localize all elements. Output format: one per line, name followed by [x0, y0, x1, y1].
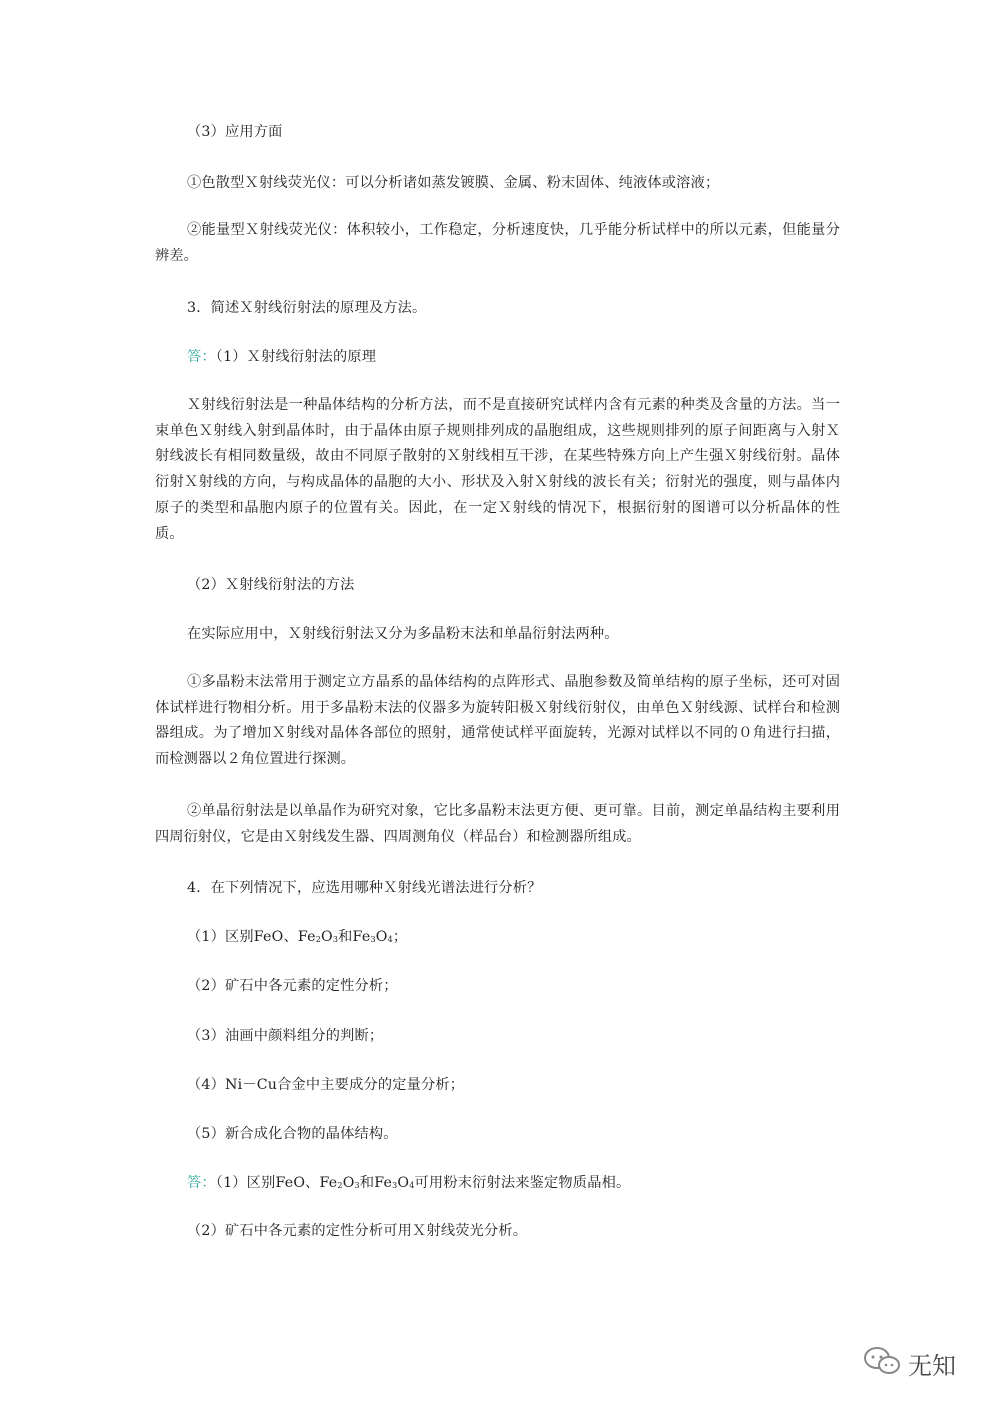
watermark — [862, 1345, 956, 1381]
method-paragraph-2: ②单晶衍射法是以单晶作为研究对象，它比多晶粉末法更方便、更可靠。目前，测定单晶结构主要利用四周衍射仪，它是由Ｘ射线发生器、四周测角仪（样品台）和检测器所组成。 — [155, 803, 840, 845]
watermark-label: 无知 — [908, 1351, 956, 1380]
application-item-1: ①色散型Ｘ射线荧光仪：可以分析诸如蒸发镀膜、金属、粉末固体、纯液体或溶液； — [187, 175, 720, 191]
q4-item-5: （5）新合成化合物的晶体结构。 — [187, 1126, 398, 1142]
question-4: 4．在下列情况下，应选用哪种Ｘ射线光谱法进行分析？ — [187, 880, 542, 896]
method-intro: 在实际应用中，Ｘ射线衍射法又分为多晶粉末法和单晶衍射法两种。 — [187, 626, 619, 642]
answer-label: 答： — [187, 349, 216, 365]
application-item-2: ②能量型Ｘ射线荧光仪：体积较小，工作稳定，分析速度快，几乎能分析试样中的所以元素，但能量分辨差。 — [155, 222, 840, 264]
question-3: 3．简述Ｘ射线衍射法的原理及方法。 — [187, 300, 427, 316]
q4-item-3: （3）油画中颜料组分的判断； — [187, 1028, 384, 1044]
q4-item-4: （4）Ni－Cu合金中主要成分的定量分析； — [187, 1077, 465, 1093]
method-heading: （2）Ｘ射线衍射法的方法 — [187, 577, 355, 593]
principle-heading: （1）Ｘ射线衍射法的原理 — [215, 349, 377, 365]
q3-answer-line — [187, 345, 376, 370]
method-paragraph-1: ①多晶粉末法常用于测定立方晶系的晶体结构的点阵形式、晶胞参数及简单结构的原子坐标，还可对固体试样进行物相分析。用于多晶粉末法的仪器多为旋转阳极Ｘ射线衍射仪，由单色Ｘ射线源、试样台和检测器组成。为了增加Ｘ射线对晶体各部位的照射，通常使试样平面旋转，光源对试样以不同的０角进行扫描，而检测器以２角位置进行探测。 — [155, 674, 840, 768]
principle-paragraph: Ｘ射线衍射法是一种晶体结构的分析方法，而不是直接研究试样内含有元素的种类及含量的方法。当一束单色Ｘ射线入射到晶体时，由于晶体由原子规则排列成的晶胞组成，这些规则排列的原子间距离与入射Ｘ射线波长有相同数量级，故由不同原子散射的Ｘ射线相互干涉，在某些特殊方向上产生强Ｘ射线衍射。晶体衍射Ｘ射线的方向，与构成晶体的晶胞的大小、形状及入射Ｘ射线的波长有关；衍射光的强度，则与晶体内原子的类型和晶胞内原子的位置有关。因此，在一定Ｘ射线的情况下，根据衍射的图谱可以分析晶体的性质。 — [155, 397, 841, 542]
q4-answer-2: （2）矿石中各元素的定性分析可用Ｘ射线荧光分析。 — [187, 1223, 528, 1239]
q4-item-2: （2）矿石中各元素的定性分析； — [187, 978, 398, 994]
q4-item-1: （1）区别FeO、$Fe_2O_3$和$Fe_3O_4$； — [187, 929, 408, 945]
section-heading: （3）应用方面 — [187, 124, 283, 140]
answer-label: 答： — [187, 1175, 216, 1191]
q4-answer-1: 答：（1）区别FeO、$Fe_2O_3$和$Fe_3O_4$可用粉末衍射法来鉴定物质晶相。 — [187, 1175, 631, 1191]
chat-bubble-icon — [862, 1345, 902, 1381]
